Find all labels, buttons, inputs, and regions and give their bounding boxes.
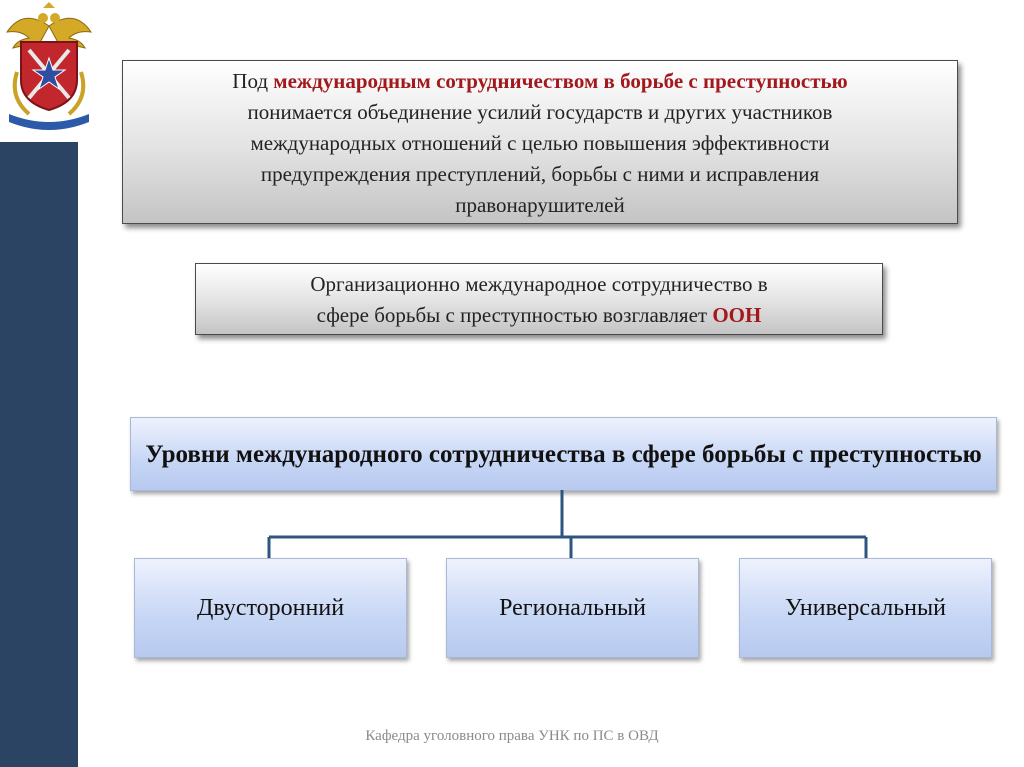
level-label: Двусторонний	[196, 594, 345, 621]
un-note-line1: Организационно международное сотрудничество в	[310, 272, 768, 296]
definition-line: правонарушителей	[455, 193, 625, 217]
definition-term: международным сотрудничеством в борьбе с преступностью	[273, 69, 848, 93]
footer-text: Кафедра уголовного права УНК по ПС в ОВД	[365, 728, 659, 744]
definition-line: международных отношений с целью повышения эффективности	[250, 131, 830, 155]
level-bilateral	[134, 558, 407, 658]
level-regional	[446, 558, 699, 658]
un-note-line2: сфере борьбы с преступностью возглавляет	[316, 303, 713, 327]
un-highlight: ООН	[712, 303, 762, 327]
levels-title: Уровни международного сотрудничества в сфере борьбы с преступностью	[145, 440, 982, 468]
level-universal	[739, 558, 992, 658]
level-label: Универсальный	[785, 594, 946, 621]
definition-line: понимается объединение усилий государств и других участников	[247, 100, 833, 124]
definition-line: предупреждения преступлений, борьбы с ними и исправления	[260, 162, 820, 186]
level-label: Региональный	[499, 594, 646, 621]
definition-lead: Под	[232, 69, 274, 93]
